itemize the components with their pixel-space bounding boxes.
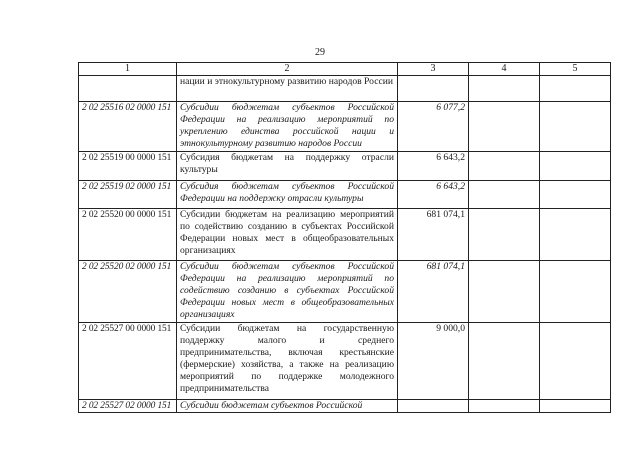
col4-cell bbox=[469, 400, 540, 413]
table-row bbox=[79, 261, 611, 323]
col5-cell bbox=[540, 102, 611, 152]
col4-cell bbox=[469, 181, 540, 209]
col4-cell bbox=[469, 102, 540, 152]
name-cell: Субсидии бюджетам субъектов Российской bbox=[177, 400, 398, 413]
table-row bbox=[79, 400, 611, 413]
col4-cell bbox=[469, 76, 540, 102]
col5-cell bbox=[540, 181, 611, 209]
table-row bbox=[79, 76, 611, 102]
code-cell: 2 02 25527 02 0000 151 bbox=[79, 400, 177, 413]
amount-cell: 6 643,2 bbox=[398, 181, 469, 209]
table-body bbox=[79, 76, 611, 413]
code-cell: 2 02 25520 00 0000 151 bbox=[79, 209, 177, 261]
col4-cell bbox=[469, 323, 540, 400]
header-col-1: 1 bbox=[79, 63, 177, 76]
amount-cell: 681 074,1 bbox=[398, 261, 469, 323]
code-cell: 2 02 25516 02 0000 151 bbox=[79, 102, 177, 152]
col4-cell bbox=[469, 261, 540, 323]
page-number: 29 bbox=[315, 47, 325, 58]
name-cell: нации и этнокультурному развитию народов России bbox=[177, 76, 398, 102]
col5-cell bbox=[540, 209, 611, 261]
header-col-2: 2 bbox=[177, 63, 398, 76]
table-row bbox=[79, 181, 611, 209]
budget-table bbox=[78, 62, 611, 413]
code-cell: 2 02 25520 02 0000 151 bbox=[79, 261, 177, 323]
col5-cell bbox=[540, 323, 611, 400]
table-row bbox=[79, 152, 611, 181]
code-cell: 2 02 25519 00 0000 151 bbox=[79, 152, 177, 181]
table-header-row bbox=[79, 63, 611, 76]
amount-cell: 6 643,2 bbox=[398, 152, 469, 181]
col4-cell bbox=[469, 209, 540, 261]
code-cell: 2 02 25527 00 0000 151 bbox=[79, 323, 177, 400]
header-col-5: 5 bbox=[540, 63, 611, 76]
code-cell bbox=[79, 76, 177, 102]
table-row bbox=[79, 323, 611, 400]
table-row bbox=[79, 102, 611, 152]
name-cell: Субсидии бюджетам на реализацию мероприятий по содействию созданию в субъектах Российской Федерации новых мест в общеобразовательных организациях bbox=[177, 209, 398, 261]
col4-cell bbox=[469, 152, 540, 181]
amount-cell: 6 077,2 bbox=[398, 102, 469, 152]
amount-cell: 681 074,1 bbox=[398, 209, 469, 261]
table-row bbox=[79, 209, 611, 261]
col5-cell bbox=[540, 400, 611, 413]
amount-cell bbox=[398, 76, 469, 102]
name-cell: Субсидии бюджетам субъектов Российской Федерации на реализацию мероприятий по содействию созданию в субъектах Российской Федерации новых мест в общеобразовательных организациях bbox=[177, 261, 398, 323]
name-cell: Субсидия бюджетам на поддержку отрасли культуры bbox=[177, 152, 398, 181]
name-cell: Субсидия бюджетам субъектов Российской Федерации на поддержку отрасли культуры bbox=[177, 181, 398, 209]
amount-cell: 9 000,0 bbox=[398, 323, 469, 400]
code-cell: 2 02 25519 02 0000 151 bbox=[79, 181, 177, 209]
header-col-4: 4 bbox=[469, 63, 540, 76]
header-col-3: 3 bbox=[398, 63, 469, 76]
col5-cell bbox=[540, 152, 611, 181]
amount-cell bbox=[398, 400, 469, 413]
col5-cell bbox=[540, 76, 611, 102]
name-cell: Субсидии бюджетам на государственную поддержку малого и среднего предпринимательства, включая крестьянские (фермерские) хозяйства, а также на реализацию мероприятий по поддержке молодежного предпринимательства bbox=[177, 323, 398, 400]
name-cell: Субсидии бюджетам субъектов Российской Федерации на реализацию мероприятий по укреплению единства российской нации и этнокультурному развитию народов России bbox=[177, 102, 398, 152]
col5-cell bbox=[540, 261, 611, 323]
